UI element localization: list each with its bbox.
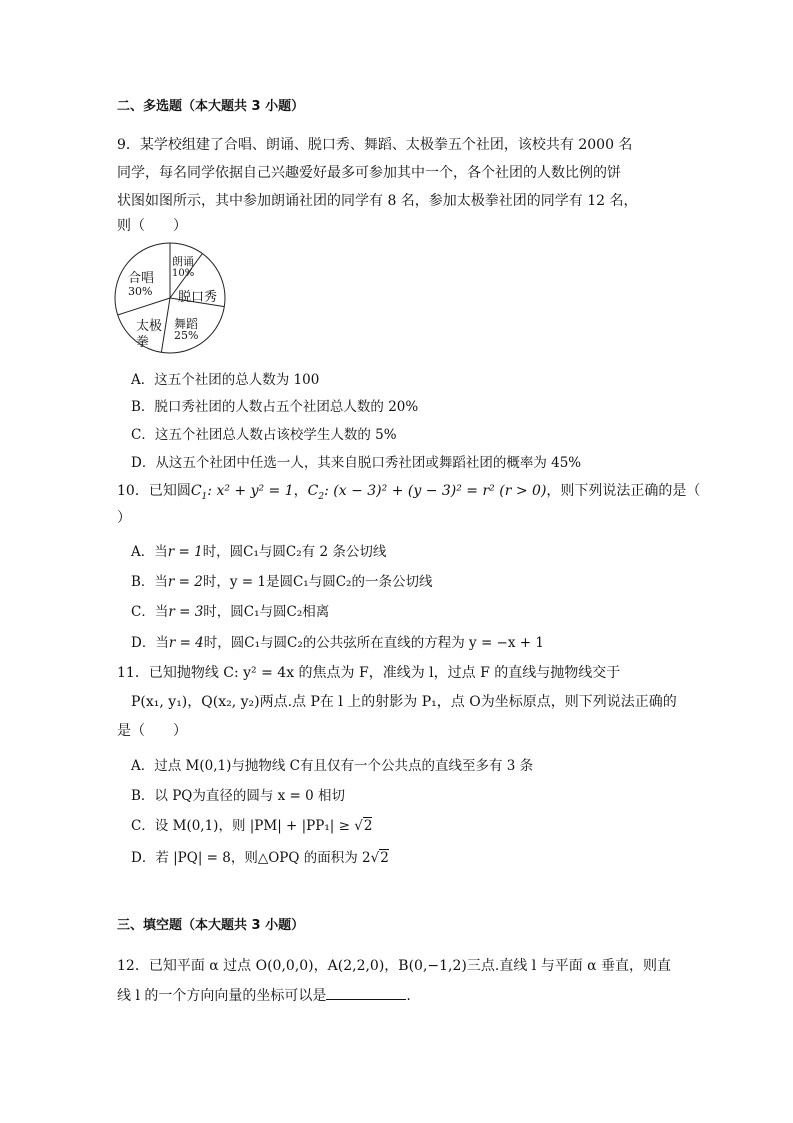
pie-label-chorus: 合唱 <box>128 271 155 286</box>
pie-label-talkshow: 脱口秀 <box>178 290 218 305</box>
question-9-option-d: D．从这五个社团中任选一人，其来自脱口秀社团或舞蹈社团的概率为 45% <box>131 455 582 471</box>
question-10-option-c: C．当r = 3时，圆C₁与圆C₂相离 <box>131 604 330 620</box>
pie-label-dance: 舞蹈 <box>174 317 199 331</box>
question-9-line-2: 同学，每名同学依据自己兴趣爱好最多可参加其中一个，各个社团的人数比例的饼 <box>117 165 621 181</box>
question-10-option-d: D．当r = 4时，圆C₁与圆C₂的公共弦所在直线的方程为 y = −x + 1 <box>131 635 544 651</box>
pie-value-recitation: 10% <box>172 268 195 279</box>
sqrt-symbol: √ <box>354 818 363 834</box>
question-12-line-1: 12．已知平面 α 过点 O(0,0,0)，A(2,2,0)，B(0,−1,2)三点.直线 l 与平面 α 垂直，则直 <box>117 958 672 974</box>
question-9-line-1: 9．某学校组建了合唱、朗诵、脱口秀、舞蹈、太极拳五个社团，该校共有 2000 名 <box>117 137 633 153</box>
section-heading-multiple-choice: 二、多选题（本大题共 3 小题） <box>117 99 305 114</box>
question-11-option-b: B．以 PQ为直径的圆与 x = 0 相切 <box>131 788 346 804</box>
question-11-option-a: A．过点 M(0,1)与抛物线 C有且仅有一个公共点的直线至多有 3 条 <box>131 758 534 774</box>
sqrt-radicand-d: 2 <box>380 850 389 866</box>
pie-label-taiji-2: 拳 <box>136 335 150 350</box>
question-10-option-b: B．当r = 2时，y = 1是圆C₁与圆C₂的一条公切线 <box>131 574 433 590</box>
question-9-line-3: 状图如图所示，其中参加朗诵社团的同学有 8 名，参加太极拳社团的同学有 12 名， <box>117 193 638 209</box>
question-11-line-3: 是（ ） <box>117 723 187 739</box>
question-11-line-2: P(x₁, y₁)，Q(x₂, y₂)两点.点 P在 l 上的射影为 P₁，点 O为坐标原点，则下列说法正确的 <box>131 694 677 710</box>
question-11-option-c: C．设 M(0,1)，则 |PM| + |PP₁| ≥ √2 <box>131 818 373 834</box>
pie-value-dance: 25% <box>174 329 199 342</box>
pie-value-chorus: 30% <box>128 285 153 298</box>
pie-label-recitation: 朗诵 <box>172 255 194 268</box>
question-10-line-2: ） <box>117 510 131 526</box>
section-heading-fill-in-blank: 三、填空题（本大题共 3 小题） <box>117 918 305 933</box>
question-9-option-a: A．这五个社团的总人数为 100 <box>131 372 320 388</box>
question-10-option-a: A．当r = 1时，圆C₁与圆C₂有 2 条公切线 <box>131 544 387 560</box>
sqrt-symbol: √ <box>370 850 380 866</box>
circle-c2-equation: : (x − 3)² + (y − 3)² = r² (r > 0) <box>324 483 547 499</box>
question-12-line-2: 线 l 的一个方向向量的坐标可以是 . <box>117 982 411 1010</box>
question-9-line-4: 则（ ） <box>117 218 187 234</box>
circle-c1: $C_1$ <box>190 483 208 502</box>
sqrt-radicand-c: 2 <box>363 818 373 834</box>
circle-c2: $C_2$ <box>307 483 325 502</box>
pie-label-taiji-1: 太极 <box>136 319 163 334</box>
question-9-option-b: B．脱口秀社团的人数占五个社团总人数的 20% <box>131 399 419 415</box>
question-11-option-d: D．若 |PQ| = 8，则△OPQ 的面积为 2√2 <box>131 850 389 866</box>
question-9-option-c: C．这五个社团总人数占该校学生人数的 5% <box>131 427 397 443</box>
pie-chart <box>112 240 232 358</box>
answer-blank[interactable] <box>326 985 406 1000</box>
circle-c1-equation: : x² + y² = 1 <box>207 483 294 499</box>
question-11-line-1: 11．已知抛物线 C: y² = 4x 的焦点为 F，准线为 l，过点 F 的直线与抛物线交于 <box>117 665 621 681</box>
question-10-line-1: 10．已知圆$C_1$: x² + y² = 1，$C_2$: (x − 3)² + (y − 3)² = r² (r > 0)，则下列说法正确的是（ <box>117 483 701 502</box>
